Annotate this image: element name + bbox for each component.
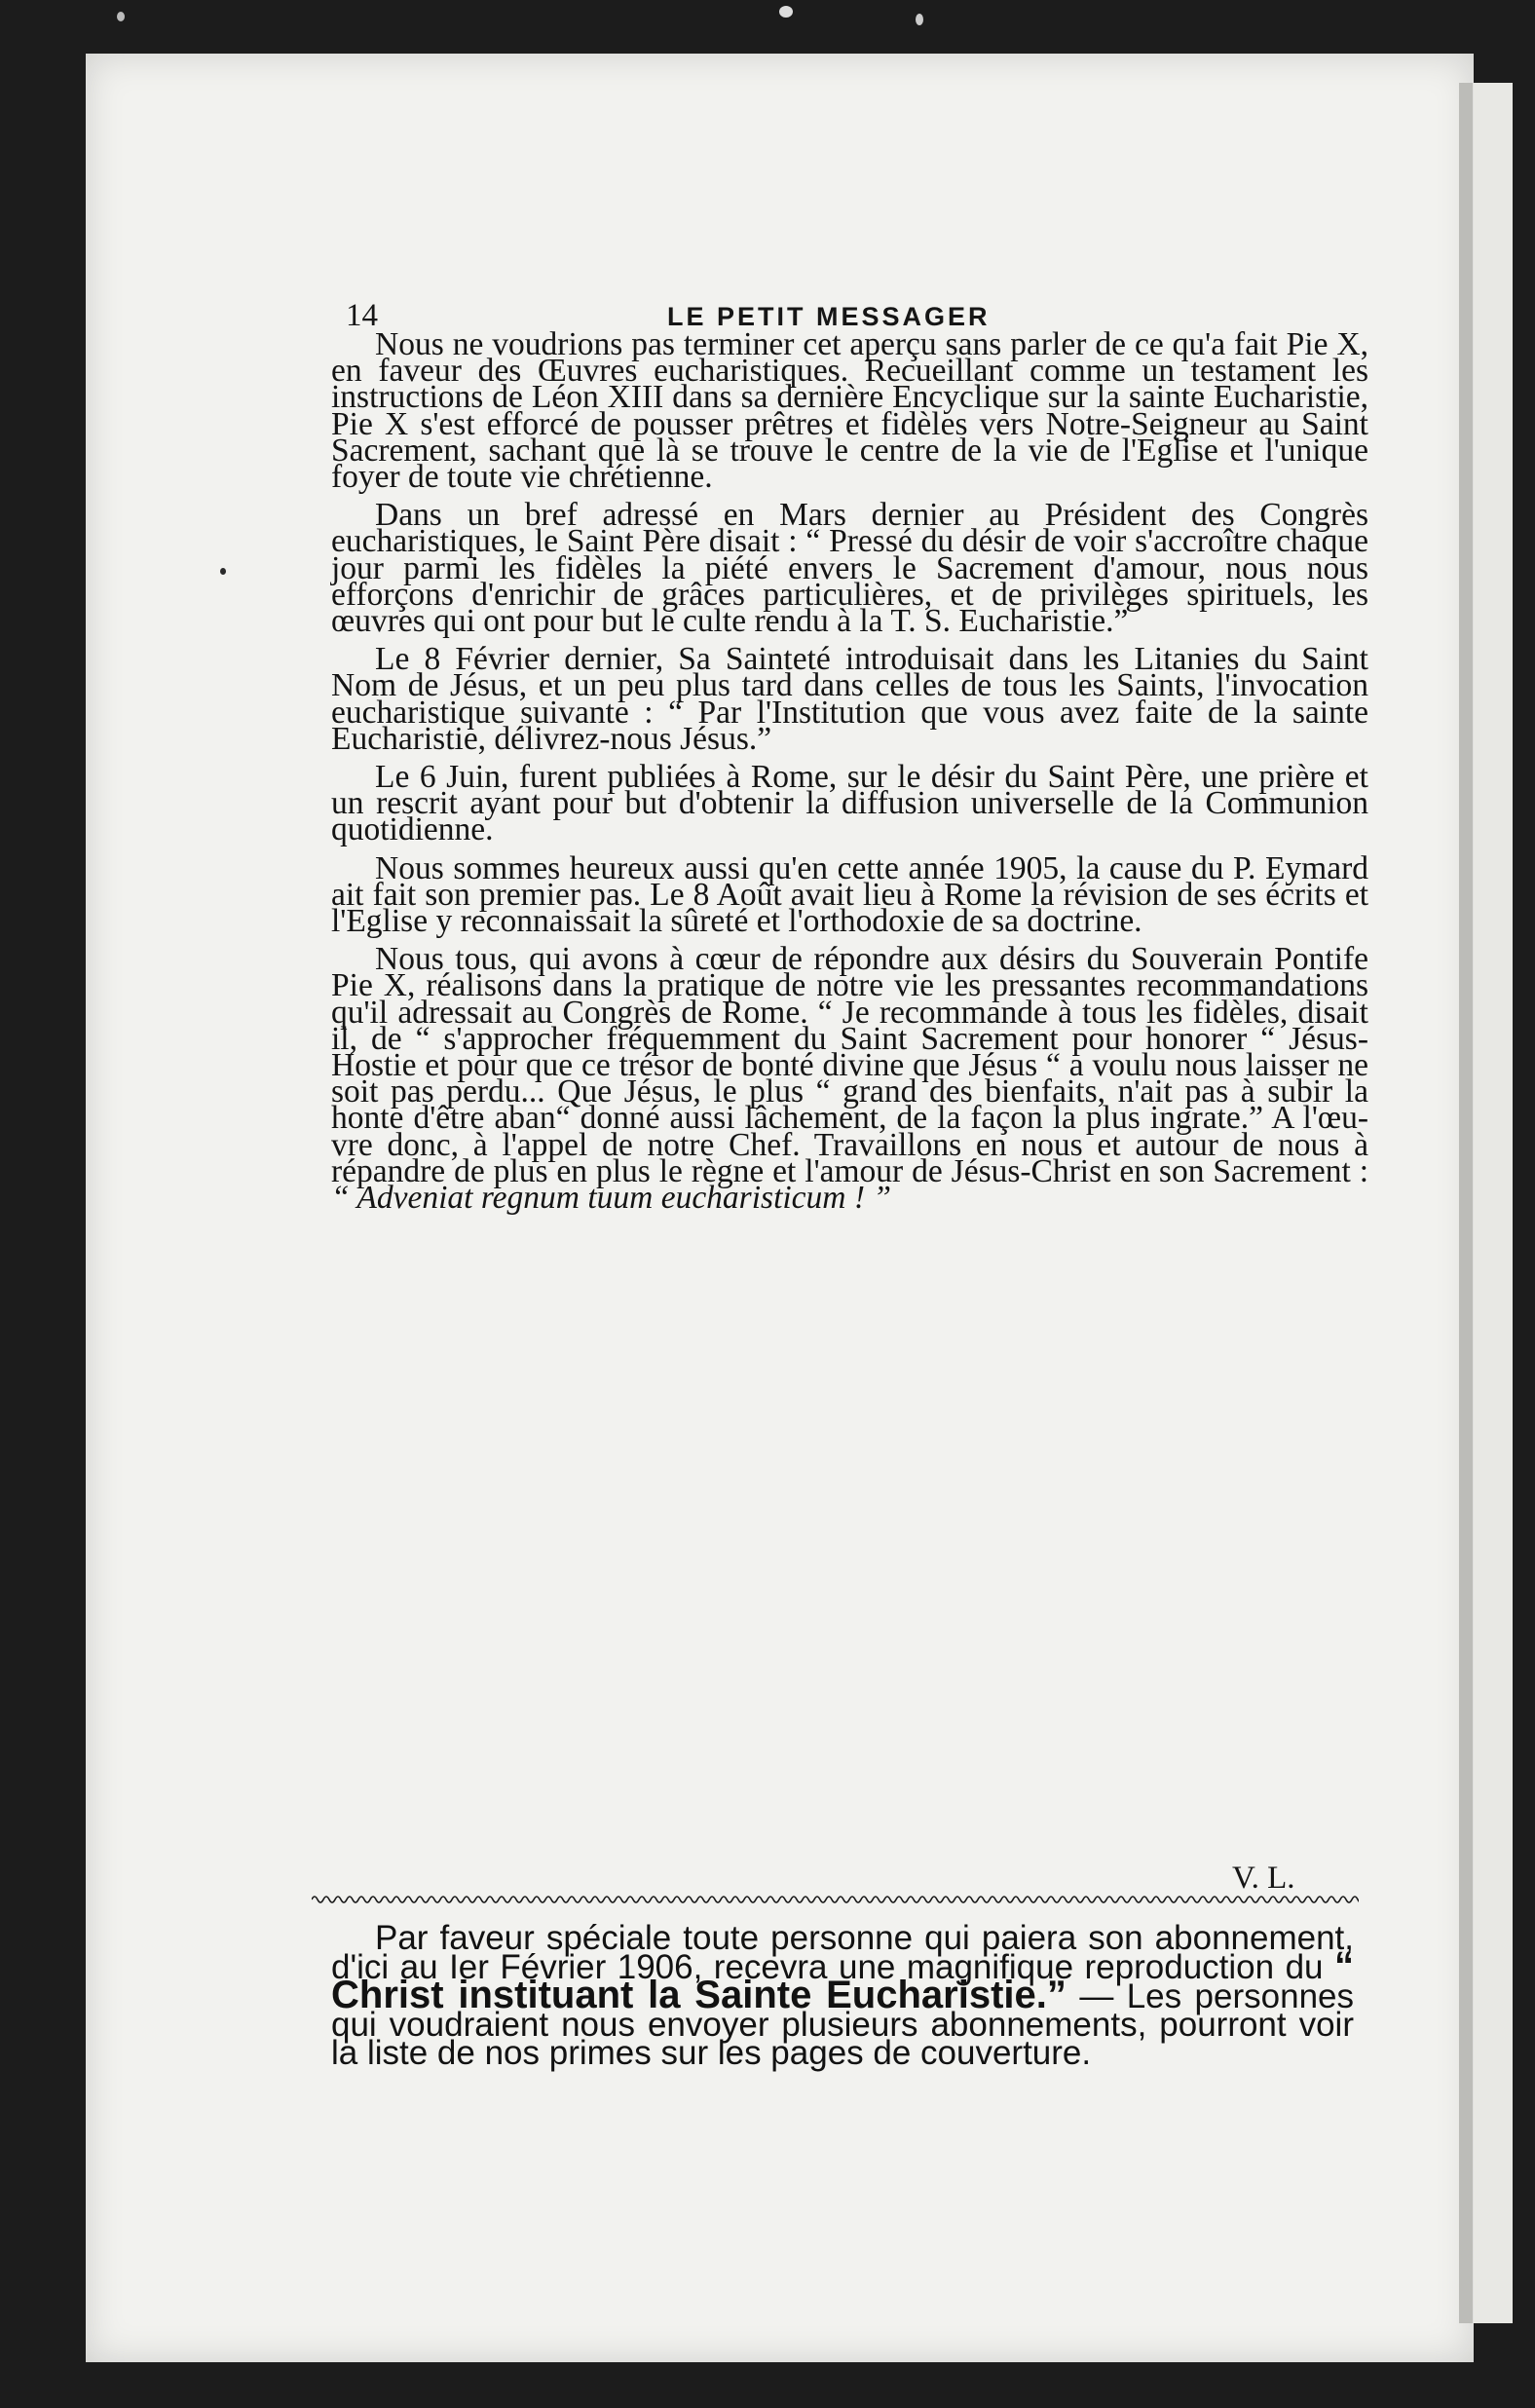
article-paragraph: Le 6 Juin, furent publiées à Rome, sur le désir du Saint Père, une prière et un rescrit ayant pour but d'obtenir la diffusion universelle de la Communion quotidienne.: [331, 759, 1368, 848]
article-paragraph: Nous sommes heureux aussi qu'en cette année 1905, la cause du P. Eymard ait fait son premier pas. Le 8 Août avait lieu à Rome la révision de ses écrits et l'Eglise y reconnaissait la sûreté et l'orthodoxie de sa doctrine.: [331, 849, 1368, 940]
wavy-divider: [312, 1893, 1359, 1906]
subscription-notice: [331, 1919, 1355, 2072]
scan-speck: [916, 14, 923, 25]
latin-quote: “ Adveniat regnum tuum eucharisticum ! ”: [331, 1180, 892, 1217]
page-edge-shadow: [1459, 83, 1473, 2323]
final-paragraph-text: Nous tous, qui avons à cœur de répondre aux désirs du Souverain Pontife Pie X, réalisons dans la pratique de notre vie les pressantes recommandations qu'il adressait au Congrès de Rome. “ Je recommande à tous les fidèles, disait il, de “ s'approcher fréquemment du Saint Sacrement pour honorer “ Jésus-Hostie et pour que ce trésor de bonté divine que Jésus “ a voulu nous laisser ne soit pas perdu... Que Jésus, le plus “ grand des bienfaits, n'ait pas à subir la honte d'être aban“ donné aussi lâchement, de la façon la plus ingrate.” A l'œuvre donc, à l'appel de notre Chef. Travaillons en nous et autour de nous à répandre de plus en plus le règne et l'amour de Jésus-Christ en son Sacrement :: [331, 941, 1368, 1189]
notice-title: “ Christ instituant la Sainte Eucharistie.”: [331, 1944, 1354, 2016]
notice-text-before: Par faveur spéciale toute personne qui paiera son abonnement, d'ici au Ier Février 1906, recevra une magnifique reproduction du: [331, 1919, 1354, 1986]
article-paragraph: Dans un bref adressé en Mars dernier au Président des Congrès eucharistiques, le Saint Père disait : “ Pressé du désir de voir s'accroître chaque jour parmi les fidèles la piété envers le Sacrement d'amour, nous nous efforçons d'enrichir de grâces particulières, et de privilèges spirituels, les œuvres qui ont pour but le culte rendu à la T. S. Eucharistie.”: [331, 497, 1368, 640]
notice-text-after: — Les personnes qui voudraient nous envoyer plusieurs abonnements, pourront voir la liste de nos primes sur les pages de couverture.: [331, 1977, 1355, 2072]
scan-speck: [117, 12, 125, 21]
page-number: 14: [346, 298, 378, 333]
article-paragraph: Nous ne voudrions pas terminer cet aperçu sans parler de ce qu'a fait Pie X, en faveur des Œuvres eucharistiques. Recueillant comme un testament les instructions de Léon XIII dans sa dernière Encyclique sur la sainte Eucharistie, Pie X s'est efforcé de pousser prêtres et fidèles vers Notre-Seigneur au Saint Sacrement, sachant que là se trouve le centre de la vie de l'Eglise et l'unique foyer de toute vie chrétienne.: [331, 326, 1368, 496]
running-title: LE PETIT MESSAGER: [667, 302, 991, 331]
article-body: [331, 326, 1368, 1223]
margin-mark: [220, 568, 226, 575]
scan-speck: [779, 6, 793, 18]
next-page-edge: [1474, 83, 1513, 2323]
article-paragraph-final: [331, 941, 1368, 1217]
notice-paragraph: [331, 1919, 1355, 2072]
author-signature: V. L.: [1232, 1861, 1295, 1896]
article-paragraph: Le 8 Février dernier, Sa Sainteté introduisait dans les Litanies du Saint Nom de Jésus, et un peu plus tard dans celles de tous les Saints, l'invocation eucharistique suivante : “ Par l'Institution que vous avez faite de la sainte Eucharistie, délivrez-nous Jésus.”: [331, 641, 1368, 757]
